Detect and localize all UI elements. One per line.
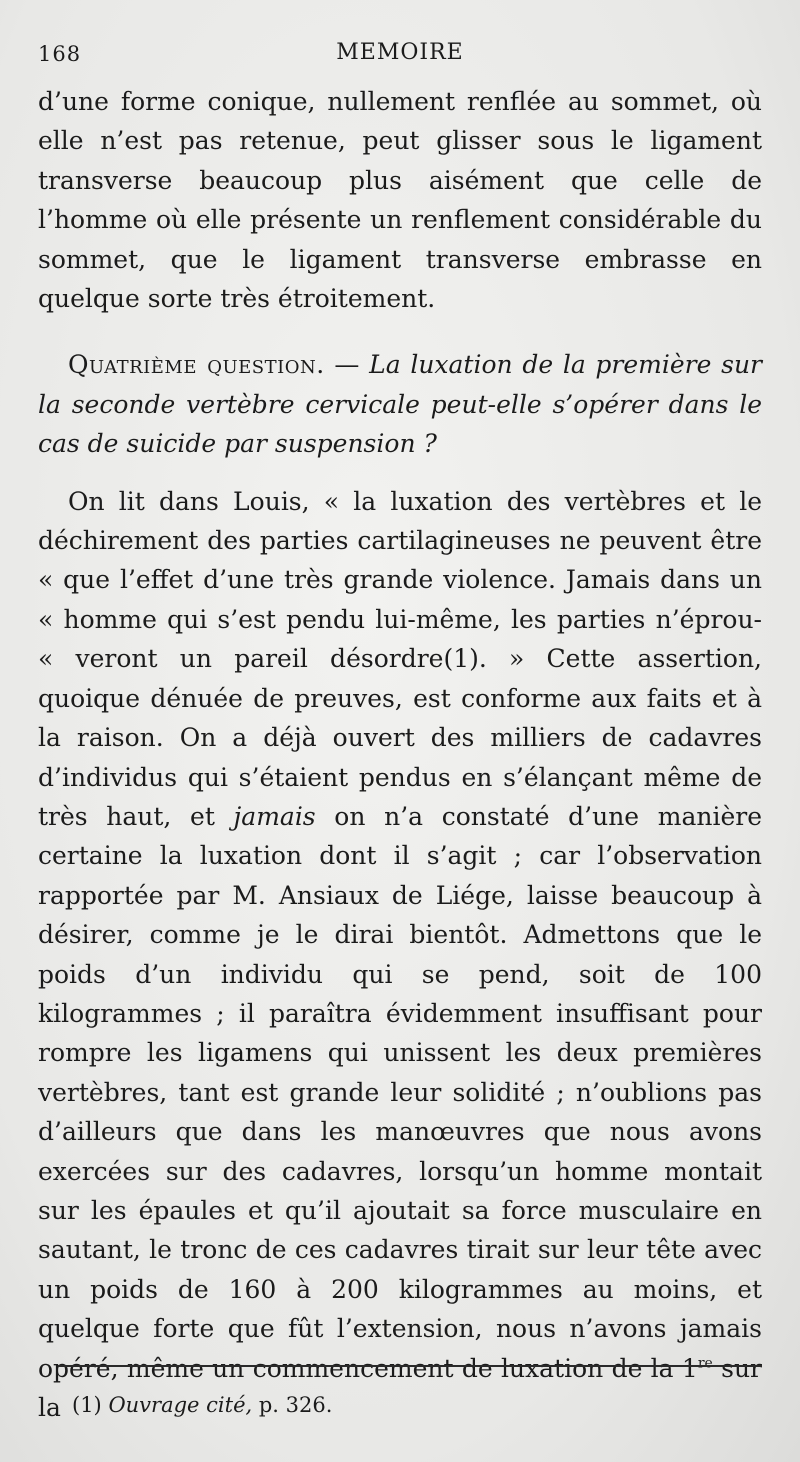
running-header — [38, 38, 762, 68]
paragraph-part-b: on n’a constaté d’une manière certaine la luxation dont il s’agit ; car l’observation rapportée par M. Ansiaux de Liége, laisse beaucoup à désirer, comme je le dirai bientôt. Admettons que le poids d’un individu qui se pend, soit de 100 kilogrammes ; il paraîtra évidemment insuffisant pour rompre les ligamens qui unissent les deux premières vertèbres, tant est grande leur solidité ; n’oublions pas d’ailleurs que dans les manœuvres que nous avons exercées sur des cadavres, lorsqu’un homme montait sur les épaules et qu’il ajoutait sa force musculaire en sautant, le tronc de ces cadavres tirait sur leur tête avec un poids de 160 à 200 kilogrammes au moins, et quelque forte que fût l’extension, nous n’avons jamais opéré, même un commencement de luxation de la 1 — [38, 801, 763, 1383]
footnote-text: Ouvrage cité, — [108, 1393, 253, 1417]
superscript-re: re — [697, 1355, 713, 1372]
question-label: Quatrième question. — [68, 350, 325, 380]
footnote — [72, 1391, 332, 1419]
paragraph-part-a: On lit dans Louis, « la luxation des vertèbres et le déchirement des parties cartilagineuses ne peuvent être « que l’effet d’une très grande violence. Jamais dans un « homme qui s’est pendu lui-même, les parties n’éprou- « veront un pareil désordre(1). » Cette assertion, quoique dénuée de preuves, est conforme aux faits et à la raison. On a déjà ouvert des milliers de cadavres d’individus qui s’étaient pendus en s’élançant même de très haut, et — [38, 486, 762, 831]
footnote-marker: (1) — [72, 1393, 102, 1417]
paragraph-continuation: d’une forme conique, nullement renflée au sommet, où elle n’est pas retenue, peut glisser sous le ligament transverse beaucoup plus aisément que celle de l’homme où elle présente un renflement considérable du sommet, que le ligament transverse embrasse en quelque sorte très étroitement. — [38, 87, 762, 314]
paragraph-louis — [38, 482, 762, 1428]
question-text: La luxation de la première sur la seconde vertèbre cervicale peut-elle s’opérer dans le cas de suicide par suspension ? — [38, 350, 763, 459]
running-title: MEMOIRE — [336, 40, 464, 65]
footnote-rule — [58, 1365, 762, 1367]
italic-word: jamais — [233, 801, 316, 831]
main-text — [38, 82, 762, 1427]
page-number: 168 — [38, 42, 82, 66]
question-heading — [38, 345, 762, 463]
footnote-page-ref: p. 326. — [258, 1393, 333, 1417]
question-dash: — — [324, 350, 370, 380]
paragraph-part-c: sur la — [38, 1353, 762, 1422]
